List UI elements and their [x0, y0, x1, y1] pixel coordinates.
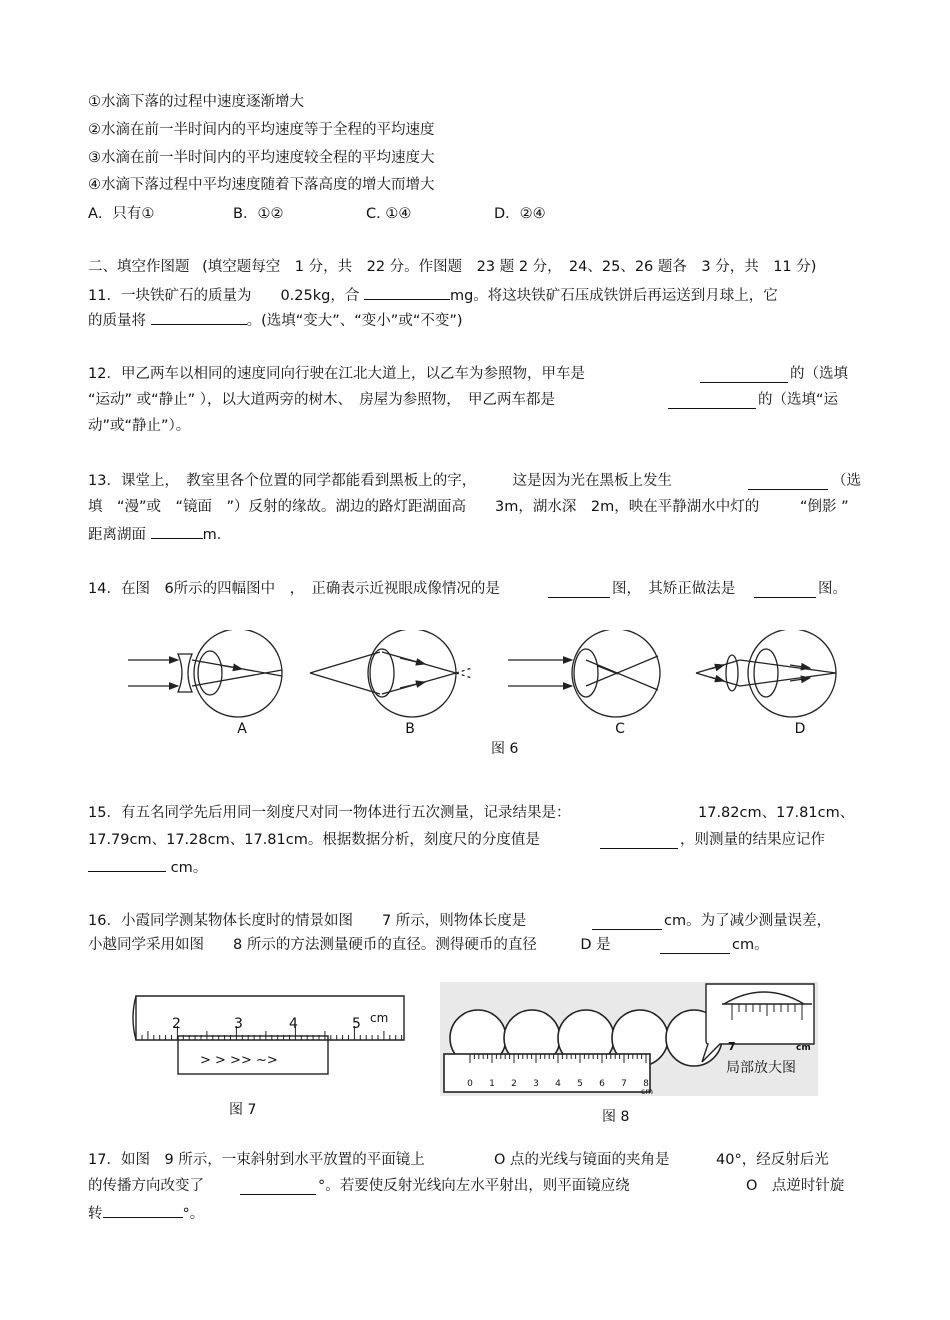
section-heading: [88, 257, 816, 277]
q13-text-f: m．: [202, 527, 232, 543]
q14-blank-1[interactable]: [548, 583, 610, 598]
q12-text-b: 的（选填: [790, 366, 848, 382]
q12-line-3: 动”或“静止”）。: [88, 418, 191, 434]
option-c: C. ①④: [366, 206, 412, 222]
q14-blank-2[interactable]: [754, 583, 816, 598]
zoom-unit: cm: [796, 1043, 811, 1053]
ruler8-tick-6: 6: [599, 1079, 605, 1089]
q16-blank-2[interactable]: [660, 939, 730, 954]
q13-text-e: 距离湖面: [88, 527, 146, 543]
ruler7-unit: cm: [370, 1011, 389, 1025]
q14-line: 14．在图 6所示的四幅图中 ， 正确表示近视眼成像情况的是: [88, 581, 500, 597]
q15-line-1: 15．有五名同学先后用同一刻度尺对同一物体进行五次测量，记录结果是：: [88, 805, 571, 821]
q11-line-1: [88, 285, 778, 306]
q11-blank-2[interactable]: [151, 310, 247, 325]
option-a: A．只有①: [88, 206, 155, 222]
q12-blank-1[interactable]: [700, 368, 788, 383]
q11-text-b: mg。将这块铁矿石压成铁饼后再运送到月球上，它: [449, 288, 778, 304]
eye-label-d: D: [794, 721, 806, 737]
ruler7-tick-3: 3: [234, 1016, 243, 1032]
q13-blank-1[interactable]: [748, 475, 828, 490]
q13-blank-2[interactable]: [151, 524, 203, 539]
figure-7-caption: 图 7: [229, 1102, 257, 1118]
q13-line-2: 填 “漫”或 “镜面 ”）反射的缘故。湖边的路灯距湖面高 3m，湖水深 2m，映在平静湖水中灯的: [88, 499, 760, 515]
ruler8-tick-0: 0: [467, 1079, 473, 1089]
q17-text-e: °。若要使反射光线向左水平射出，则平面镜应绕: [318, 1178, 630, 1194]
q16-line-1: 16．小霞同学测某物体长度时的情景如图 7 所示，则物体长度是: [88, 913, 527, 929]
q11-line-2: [88, 310, 463, 331]
q11-blank-1[interactable]: [364, 285, 450, 300]
figure-6-eye-diagrams: [120, 630, 850, 740]
ruler7-tick-4: 4: [289, 1016, 298, 1032]
q15-blank-2[interactable]: [88, 857, 166, 872]
eye-diagram-d: [696, 630, 836, 717]
q16-blank-1[interactable]: [592, 915, 662, 930]
option-d: D．②④: [494, 206, 546, 222]
ruler8-tick-3: 3: [533, 1079, 539, 1089]
q13-line-3: [88, 524, 231, 545]
eye-label-b: B: [405, 721, 415, 737]
ruler8-tick-4: 4: [555, 1079, 561, 1089]
figure-8-caption: 图 8: [602, 1109, 630, 1125]
q14-text-b: 图， 其矫正做法是: [612, 581, 736, 597]
ruler8-tick-7: 7: [621, 1079, 627, 1089]
q17-text-g: 转: [88, 1206, 103, 1222]
q15-line-3: [88, 857, 207, 878]
q14-text-c: 图。: [818, 581, 847, 597]
option-b: B．①②: [233, 206, 284, 222]
q12-blank-2[interactable]: [668, 394, 756, 409]
q15-line-2: 17.79cm、17.28cm、17.81cm。根据数据分析，刻度尺的分度值是: [88, 832, 540, 848]
q12-text-d: 的（选填“运: [758, 392, 839, 408]
ruler7-tick-5: 5: [352, 1016, 361, 1032]
eye-label-c: C: [615, 721, 625, 737]
q17-line-3: [88, 1203, 204, 1224]
q12-text-c: “运动” 或“静止” ），以大道两旁的树木、 房屋为参照物， 甲乙两车都是: [88, 392, 556, 408]
q13-text-d: “倒影 ”: [800, 499, 849, 515]
eye-diagram-a: [128, 630, 282, 717]
q17-line-2: 的传播方向改变了: [88, 1178, 204, 1194]
zoom-label: 局部放大图: [726, 1060, 796, 1076]
q15-text-b: 17.82cm、17.81cm、: [698, 805, 855, 821]
ruler8-unit: cm: [640, 1087, 654, 1096]
q16-text-b: cm。为了减少测量误差，: [664, 913, 832, 929]
zoom-tick-7: 7: [728, 1040, 736, 1053]
eye-label-a: A: [237, 721, 247, 737]
statement-4: ④水滴下落过程中平均速度随着下落高度的增大而增大: [88, 177, 435, 193]
q15-text-d: ，则测量的结果应记作: [680, 832, 825, 848]
q17-text-h: °。: [182, 1206, 205, 1222]
figure-6-caption: 图 6: [491, 741, 519, 757]
q11-text-d: 。(选填“变大”、“变小”或“不变”): [246, 313, 463, 329]
section-title: 二、填空作图题: [88, 259, 190, 275]
q17-text-f: O 点逆时针旋: [746, 1178, 845, 1194]
q15-blank-1[interactable]: [600, 834, 678, 849]
statement-1: ①水滴下落的过程中速度逐渐增大: [88, 94, 304, 110]
q16-text-d: cm。: [732, 937, 769, 953]
ruler8-tick-8: 8: [643, 1079, 649, 1089]
q17-text-c: 40°，经反射后光: [716, 1152, 829, 1168]
ruler7-tick-2: 2: [172, 1016, 181, 1032]
ruler8-tick-2: 2: [511, 1079, 517, 1089]
figure-7-ruler: [128, 990, 408, 1082]
statement-3: ③水滴在前一半时间内的平均速度较全程的平均速度大: [88, 150, 435, 166]
eye-diagram-c: [508, 630, 660, 717]
section-note: (填空题每空 1 分，共 22 分。作图题 23 题 2 分， 24、25、26 题各 3 分，共 11 分): [202, 259, 817, 275]
q12-line-2: [88, 390, 555, 410]
q17-blank-2[interactable]: [103, 1203, 183, 1218]
ruler7-object-marks: > > >> ~>: [200, 1053, 278, 1068]
ruler8-tick-1: 1: [489, 1079, 495, 1089]
q13-text-b: （选: [832, 473, 861, 489]
ruler8-tick-5: 5: [577, 1079, 583, 1089]
q17-text-b: O 点的光线与镜面的夹角是: [494, 1152, 670, 1168]
q12-text-a: 12．甲乙两车以相同的速度同向行驶在江北大道上，以乙车为参照物，甲车是: [88, 366, 585, 382]
q13-line-1: 13．课堂上， 教室里各个位置的同学都能看到黑板上的字， 这是因为光在黑板上发生: [88, 473, 672, 489]
q11-text-c: 的质量将: [88, 313, 151, 329]
q12-line-1: [88, 364, 585, 384]
eye-diagram-b: [310, 630, 472, 717]
q17-blank-1[interactable]: [240, 1180, 316, 1195]
q17-line-1: 17．如图 9 所示，一束斜射到水平放置的平面镜上: [88, 1152, 425, 1168]
q11-text-a: 11．一块铁矿石的质量为 0.25kg，合: [88, 288, 364, 304]
figure-8-coin-measurement: [440, 982, 818, 1096]
statement-2: ②水滴在前一半时间内的平均速度等于全程的平均速度: [88, 122, 435, 138]
q16-line-2: 小越同学采用如图 8 所示的方法测量硬币的直径。测得硬币的直径 D 是: [88, 937, 611, 953]
q15-text-e: cm。: [170, 860, 208, 876]
